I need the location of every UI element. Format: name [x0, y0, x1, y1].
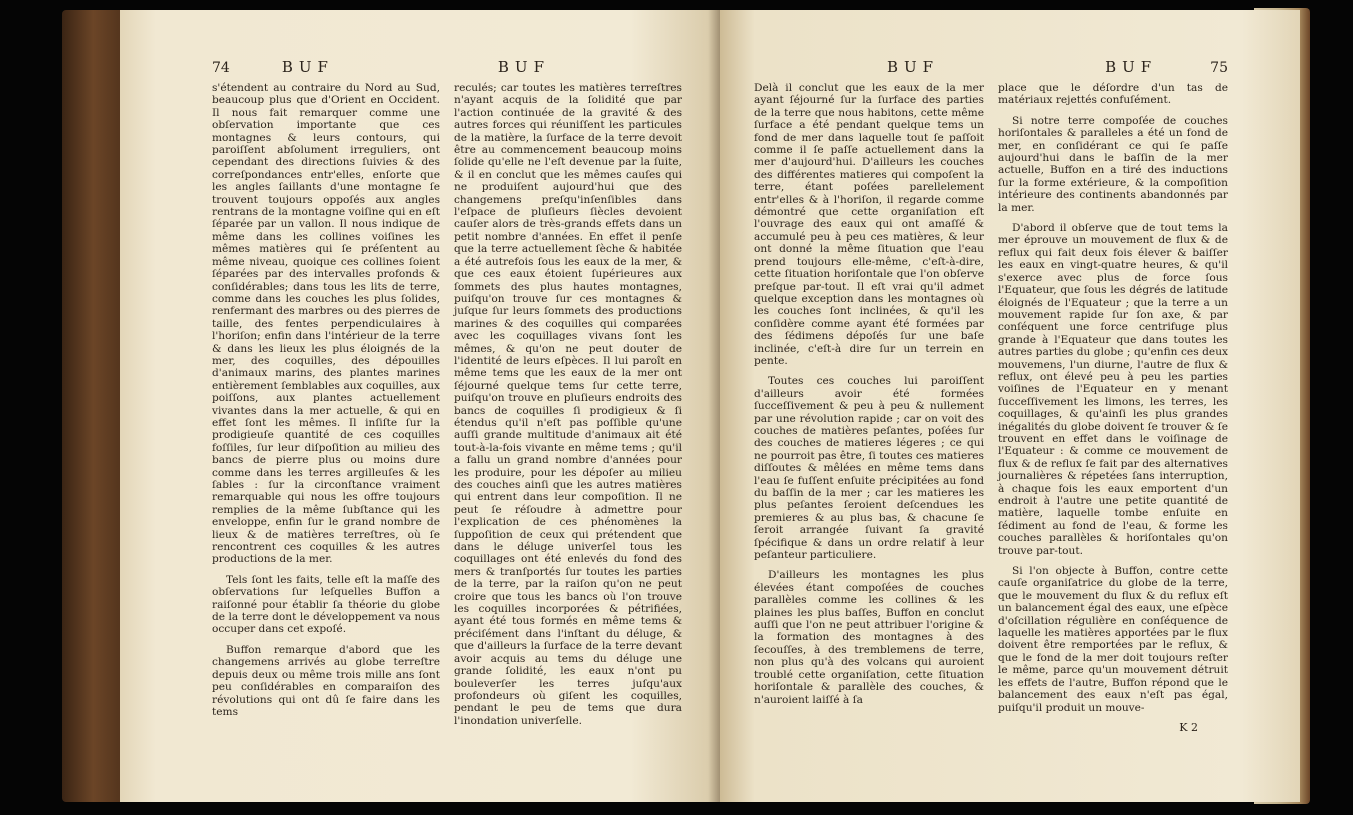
right-head-word-1: BUF: [887, 58, 940, 76]
paragraph: Tels ſont les faits, telle eſt la maſſe des obſervations ſur leſquelles Buffon a raiſonné pour établir ſa théorie du globe de la terre dont le développement va nous occuper dans cet expoſé.: [212, 573, 440, 636]
left-running-head: [212, 58, 682, 76]
signature-mark: K 2: [1179, 720, 1198, 734]
right-column-1: [754, 82, 984, 734]
open-book: [62, 6, 1302, 806]
left-page: [120, 10, 720, 802]
right-running-head: [754, 58, 1228, 76]
paragraph: D'ailleurs les montagnes les plus élevées étant compoſées de couches parallèles comme les collines & les plaines les plus baſſes, Buffon en conclut auſſi que l'on ne peut attribuer l'origine & la formation des montagnes à des ſecouſſes, à des tremblemens de terre, non plus qu'à des volcans qui auroient troublé cette organiſation, cette ſituation horiſontale & parallèle des couches, & n'auroient laiſſé à ſa: [754, 569, 984, 706]
left-head-word-1: BUF: [281, 58, 334, 76]
left-column-1: [212, 82, 440, 735]
paragraph: Toutes ces couches lui paroiſſent d'ailleurs avoir été formées ſucceſſivement & peu à peu & nullement par une révolution rapide ; car on voit des couches de matières peſantes, poſées ſur des couches de matieres légeres ; ce qui ne pourroit pas être, ſi toutes ces matieres diſſoutes & mêlées en même tems dans l'eau ſe fuſſent enſuite précipitées au fond du baſſin de la mer ; car les matieres les plus peſantes ſeroient deſcendues les premieres & au plus bas, & chacune ſe ſeroit arrangée ſuivant ſa gravité ſpécifique & dans un ordre relatif à leur peſanteur particuliere.: [754, 375, 984, 562]
right-page-number: 75: [1210, 60, 1228, 76]
right-page: [720, 10, 1300, 802]
right-column-2: [998, 82, 1228, 734]
paragraph: s'étendent au contraire du Nord au Sud, beaucoup plus que d'Orient en Occident. Il nous fait remarquer comme une obſervation importante que ces montagnes & leurs contours, qui paroiſſent abſolument irreguliers, ont cependant des directions ſuivies & des correſpondances entr'elles, enſorte que les angles ſaillants d'une montagne ſe trouvent toujours oppoſés aux angles rentrans de la montagne voiſine qui en eſt ſéparée par un vallon. Il nous indique de même dans les collines voiſines les mêmes matières qui ſe préſentent au même niveau, quoique ces collines ſoient ſéparées par des intervalles profonds & conſidérables; dans tous les lits de terre, comme dans les couches les plus ſolides, renfermant des marbres ou des pierres de taille, des fentes perpendiculaires à l'horiſon; enfin dans l'intérieur de la terre & dans les lieux les plus éloignés de la mer, des coquilles, des dépouilles d'animaux marins, des plantes marines entièrement ſemblables aux coquilles, aux poiſſons, aux plantes actuellement vivantes dans la mer actuelle, & qui en effet ſont les mêmes. Il inſiſte ſur la prodigieuſe quantité de ces coquilles foſſiles, ſur leur diſpoſition au milieu des bancs de pierre plus ou moins dure comme dans les terres argilleuſes & les ſables : ſur la circonſtance vraiment remarquable qui nous les offre toujours remplies de la même ſubſtance qui les enveloppe, enfin ſur le grand nombre de lieux & de matières terreſtres, où ſe rencontrent ces coquilles & les autres productions de la mer.: [212, 82, 440, 566]
paragraph: Si l'on objecte à Buffon, contre cette cauſe organiſatrice du globe de la terre, que le mouvement du flux & du reflux eſt un balancement égal des eaux, une eſpèce d'oſcillation régulière en conſéquence de laquelle les matières apportées par le flux doivent être remportées par le reflux, & que le fond de la mer doit toujours reſter le même, parce qu'un mouvement détruit les effets de l'autre, Buffon répond que le balancement des eaux n'eſt pas égal, puiſqu'il produit un mouve-: [998, 565, 1228, 714]
paragraph: Si notre terre compoſée de couches horiſontales & paralleles a été un fond de mer, en conſidérant ce qui ſe paſſe aujourd'hui dans le baſſin de la mer actuelle, Buffon en a tiré des inductions ſur la forme extérieure, & la compoſition intérieure des continents abandonnés par la mer.: [998, 114, 1228, 214]
paragraph: reculés; car toutes les matières terreſtres n'ayant acquis de la ſolidité que par l'action continuée de la gravité & des autres forces qui réuniſſent les particules de la matière, la ſurface de la terre devoit être au commencement beaucoup moins ſolide qu'elle ne l'eſt devenue par la ſuite, & il en conclut que les mêmes cauſes qui ne produiſent aujourd'hui que des changemens preſqu'inſenſibles dans l'eſpace de pluſieurs ſiècles devoient cauſer alors de très-grands effets dans un petit nombre d'années. En effet il penſe que la terre actuellement ſèche & habitée a été autrefois ſous les eaux de la mer, & que ces eaux étoient ſupérieures aux ſommets des plus hautes montagnes, puiſqu'on trouve ſur ces montagnes & juſque ſur leurs ſommets des productions marines & des coquilles qui comparées avec les coquillages vivans ſont les mêmes, & qu'on ne peut douter de l'identité de leurs eſpèces. Il lui paroît en même tems que les eaux de la mer ont ſéjourné quelque tems ſur cette terre, puiſqu'on trouve en pluſieurs endroits des bancs de coquilles ſi prodigieux & ſi étendus qu'il n'eſt pas poſſible qu'une auſſi grande multitude d'animaux ait été tout-à-la-fois vivante en même tems ; qu'il a fallu un grand nombre d'années pour les produire, pour les dépoſer au milieu des couches ainſi que les autres matières qui entrent dans leur compoſition. Il ne peut ſe réſoudre à admettre pour l'explication de ces phénomènes la ſuppoſition de ceux qui prétendent que dans le déluge univerſel tous les coquillages ont été enlevés du fond des mers & tranſportés ſur toutes les parties de la terre, par la raiſon qu'on ne peut croire que tous les bancs où l'on trouve les coquilles incorporées & pétrifiées, ayant été tous formés en même tems & préciſément dans l'inſtant du déluge, & que d'ailleurs la ſurface de la terre devant avoir acquis au tems du déluge une grande ſolidité, les eaux n'ont pu bouleverſer les terres juſqu'aux profondeurs où giſent les coquilles, pendant le peu de tems que dura l'inondation univerſelle.: [454, 82, 682, 727]
paragraph: D'abord il obſerve que de tout tems la mer éprouve un mouvement de flux & de reflux qui fait deux fois élever & baiſſer les eaux en vingt-quatre heures, & qu'il s'exerce avec plus de force ſous l'Equateur, que ſous les dégrés de latitude éloignés de l'Equateur ; que la terre a un mouvement rapide ſur ſon axe, & par conſéquent une force centrifuge plus grande à l'Equateur que dans toutes les autres parties du globe ; qu'enfin ces deux mouvemens, l'un diurne, l'autre de flux & reflux, ont élevé peu à peu les parties voiſines de l'Equateur en y menant ſucceſſivement les limons, les terres, les coquillages, & qu'ainſi les plus grandes inégalités du globe doivent ſe trouver & ſe trouvent en effet dans le voiſinage de l'Equateur : & comme ce mouvement de flux & de reflux ſe fait par des alternatives journalières & répetées ſans interruption, à chaque fois les eaux emportent d'un endroit à l'autre une petite quantité de matière, laquelle tombe enſuite en ſédiment au fond de l'eau, & forme les couches parallèles & horiſontales qu'on trouve par-tout.: [998, 222, 1228, 557]
paragraph: Buffon remarque d'abord que les changemens arrivés au globe terreſtre depuis deux ou même trois mille ans ſont peu conſidérables en comparaiſon des révolutions qui ont dû ſe faire dans les tems: [212, 643, 440, 718]
paragraph: place que le déſordre d'un tas de matériaux rejettés confuſément.: [998, 82, 1228, 107]
right-head-word-2: BUF: [1105, 58, 1158, 76]
paragraph: Delà il conclut que les eaux de la mer ayant ſéjourné ſur la ſurface des parties de la terre que nous habitons, cette même ſurface a été pendant quelque tems un fond de mer dans laquelle tout ſe paſſoit comme il ſe paſſe actuellement dans la mer d'aujourd'hui. D'ailleurs les couches des différentes matieres qui compoſent la terre, étant poſées parellelement entr'elles & à l'horiſon, il regarde comme démontré que cette organiſation eſt l'ouvrage des eaux qui ont amaſſé & accumulé peu à peu ces matières, & leur ont donné la même ſituation que l'eau prend toujours elle-même, c'eſt-à-dire, cette ſituation horiſontale que l'on obſerve preſque par-tout. Il eſt vrai qu'il admet quelque exception dans les montagnes où les couches ſont inclinées, & qu'il les conſidère comme ayant été formées par des ſédimens dépoſés ſur une baſe inclinée, c'eſt-à dire ſur un terrein en pente.: [754, 82, 984, 367]
left-column-2: [454, 82, 682, 735]
left-head-word-2: BUF: [497, 58, 550, 76]
left-page-number: 74: [212, 60, 230, 76]
